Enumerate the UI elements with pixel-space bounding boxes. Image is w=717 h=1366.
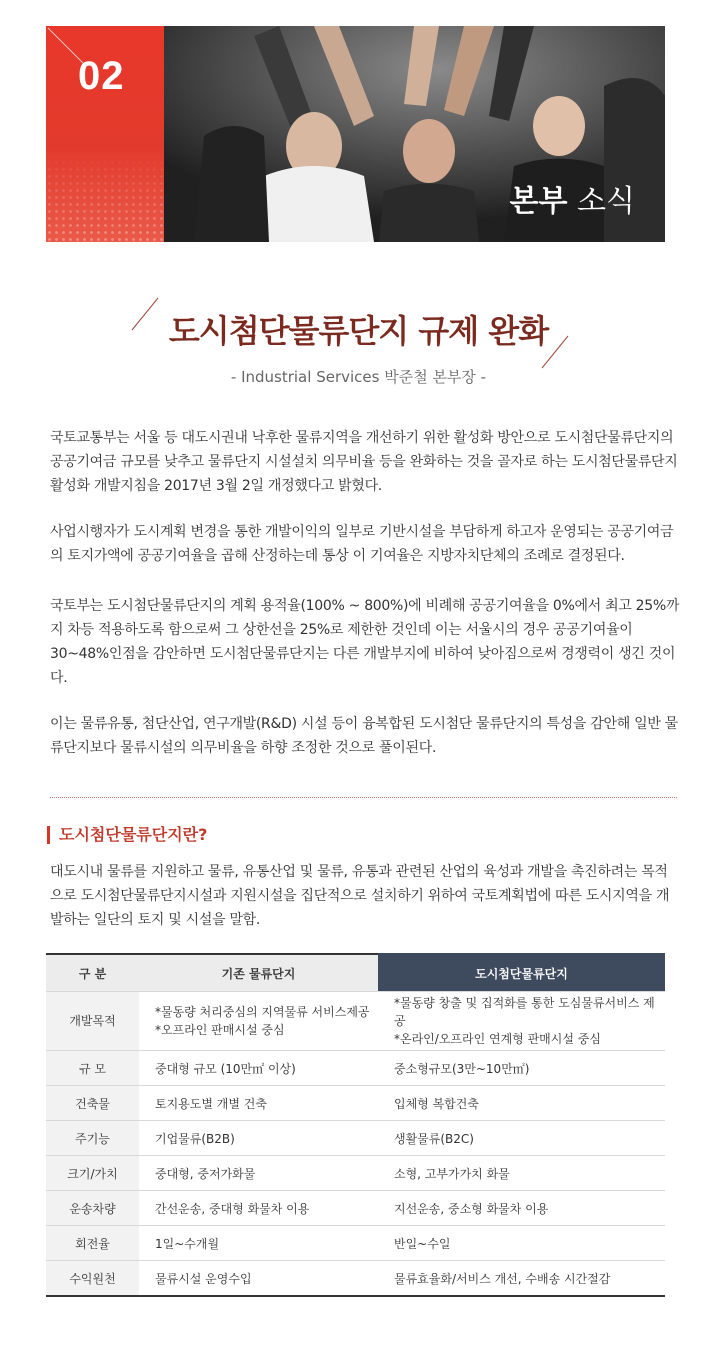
body-paragraph: 이는 물류유통, 첨단산업, 연구개발(R&D) 시설 등이 융복합된 도시첨단 물류단지의 특성을 감안해 일반 물류단지보다 물류시설의 의무비율을 하향 조정한 것으로 풀이된다. xyxy=(50,716,678,756)
table-row xyxy=(46,1226,665,1261)
body-paragraph: 국토부는 도시첨단물류단지의 계획 용적율(100% ~ 800%)에 비례해 공공기여율을 0%에서 최고 25%까지 차등 적용하도록 함으로써 그 상한선을 25%로 제한한 것인데 이는 서울시의 경우 공공기여율이 30~48%인점을 감안하면 도시첨단물류단지는 다른 개발부지에 비하여 낮아짐으로써 경쟁력이 생긴 것이다. xyxy=(50,598,680,686)
existing-cell: 물류시설 운영수입 xyxy=(139,1261,378,1297)
definition-heading: 도시첨단물류단지란? xyxy=(47,826,207,844)
urban-cell: 소형, 고부가가치 화물 xyxy=(378,1156,665,1191)
row-label: 수익원천 xyxy=(46,1261,139,1297)
table-row xyxy=(46,1086,665,1121)
body-paragraph: 사업시행자가 도시계획 변경을 통한 개발이익의 일부로 기반시설을 부담하게 하고자 운영되는 공공기여금의 토지가액에 공공기여율을 곱해 산정하는데 통상 이 기여율은 지방자치단체의 조례로 결정된다. xyxy=(50,524,674,564)
table-row xyxy=(46,1051,665,1086)
comparison-table xyxy=(46,953,665,1297)
existing-cell: 토지용도별 개별 건축 xyxy=(139,1086,378,1121)
row-label: 회전율 xyxy=(46,1226,139,1261)
existing-line: *물동량 처리중심의 지역물류 서비스제공 xyxy=(155,1005,370,1019)
article-author: - Industrial Services 박준철 본부장 - xyxy=(230,368,487,386)
table-row xyxy=(46,1191,665,1226)
urban-cell: 물류효율화/서비스 개선, 수배송 시간절감 xyxy=(378,1261,665,1297)
urban-cell xyxy=(378,992,665,1051)
banner-title xyxy=(510,176,635,220)
header-existing: 기존 물류단지 xyxy=(139,954,378,992)
section-number: 02 xyxy=(78,54,125,98)
article-title: 도시첨단물류단지 규제 완화 xyxy=(168,312,549,350)
urban-cell: 생활물류(B2C) xyxy=(378,1121,665,1156)
banner-title-rest: 소식 xyxy=(567,184,635,219)
urban-line: *물동량 창출 및 집적화를 통한 도심물류서비스 제공 xyxy=(394,996,655,1028)
existing-cell: 중대형, 중저가화물 xyxy=(139,1156,378,1191)
urban-cell: 지선운송, 중소형 화물차 이용 xyxy=(378,1191,665,1226)
table-row xyxy=(46,992,665,1051)
table-row xyxy=(46,1121,665,1156)
row-label: 규 모 xyxy=(46,1051,139,1086)
existing-line: *오프라인 판매시설 중심 xyxy=(155,1023,285,1037)
body-paragraph: 국토교통부는 서울 등 대도시권내 낙후한 물류지역을 개선하기 위한 활성화 방안으로 도시첨단물류단지의 공공기여금 규모를 낮추고 물류단지 시설설치 의무비율 등을 완화하는 것을 골자로 하는 도시첨단물류단지 활성화 개발지침을 2017년 3월 2일 개정했다고 밝혔다. xyxy=(50,430,678,494)
existing-cell: 중대형 규모 (10만㎡ 이상) xyxy=(139,1051,378,1086)
table-row xyxy=(46,1261,665,1297)
row-label: 운송차량 xyxy=(46,1191,139,1226)
header-category: 구 분 xyxy=(46,954,139,992)
header-banner xyxy=(46,26,665,242)
urban-cell: 중소형규모(3만~10만㎡) xyxy=(378,1051,665,1086)
table-row xyxy=(46,1156,665,1191)
definition-text: 대도시내 물류를 지원하고 물류, 유통산업 및 물류, 유통과 관련된 산업의 육성과 개발을 촉진하려는 목적 으로 도시첨단물류단지시설과 지원시설을 집단적으로 설치하기 위하여 국토계획법에 따른 도시지역을 개발하는 일단의 토지 및 시설을 말함. xyxy=(50,864,670,928)
banner-dot-pattern xyxy=(46,152,164,242)
urban-line: *온라인/오프라인 연계형 판매시설 중심 xyxy=(394,1032,601,1046)
urban-cell: 반일~수일 xyxy=(378,1226,665,1261)
row-label: 크기/가치 xyxy=(46,1156,139,1191)
row-label: 건축물 xyxy=(46,1086,139,1121)
urban-cell: 입체형 복합건축 xyxy=(378,1086,665,1121)
row-label: 개발목적 xyxy=(46,992,139,1051)
existing-cell: 간선운송, 중대형 화물차 이용 xyxy=(139,1191,378,1226)
existing-cell: 기업물류(B2B) xyxy=(139,1121,378,1156)
banner-title-bold: 본부 xyxy=(509,184,568,219)
table-header-row xyxy=(46,954,665,992)
existing-cell: 1일~수개월 xyxy=(139,1226,378,1261)
header-urban: 도시첨단물류단지 xyxy=(378,954,665,992)
row-label: 주기능 xyxy=(46,1121,139,1156)
article-header xyxy=(0,306,717,387)
dotted-divider xyxy=(50,797,677,798)
existing-cell xyxy=(139,992,378,1051)
